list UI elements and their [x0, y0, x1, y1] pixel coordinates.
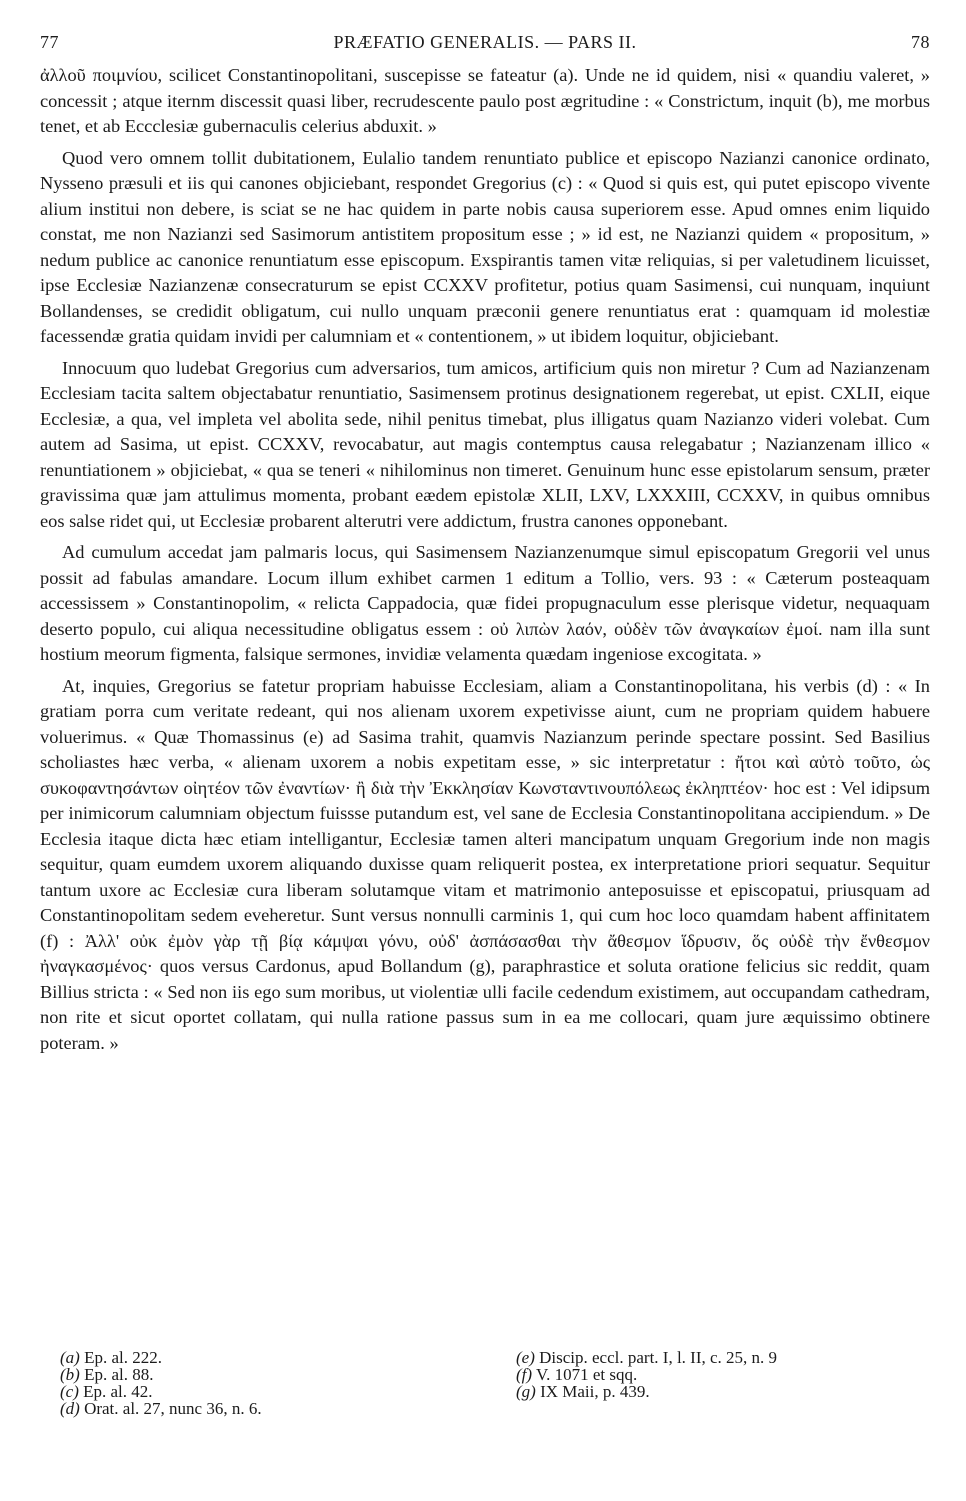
footnote-text: Discip. eccl. part. I, l. II, c. 25, n. 9 — [539, 1348, 778, 1367]
paragraph: Quod vero omnem tollit dubitationem, Eulalio tandem renuntiato publice et episcopo Nazianzi canonice ordinato, Nysseno præsuli et iis qui canones objiciebant, respondet Gregorius (c) : « Quod si quis est, qui putet episcopo vivente alium institui non debere, is sciat se ne hac quidem in parte nobis causa superiorem esse. Apud omnes enim liquido constat, me non Nazianzi sed Sasimorum antistitem propositum esse ; » id est, ne Nazianzi quidem « propositum, » nedum publice ac canonice renuntiatum esse episcopum. Exspirantis tamen vitæ reliquias, si per valetudinem licuisset, ipse Ecclesiæ Nazianzenæ consecraturum se epist CCXXV profitetur, potius quam Sasimensi, cui nunquam, inquiunt Bollandenses, se credidit obligatum, cui nullo unquam præconii genere renuntiatus erat : quamquam id molestiæ facessendæ gratia quidam invidi per calumniam et « contentionem, » ut ibidem loquitur, objiciebant. — [40, 147, 930, 346]
footnote — [516, 1383, 936, 1400]
paragraph: Ad cumulum accedat jam palmaris locus, qui Sasimensem Nazianzenumque simul episcopatum Gregorii vel unus possit ad fabulas amandare. Locum illum exhibet carmen 1 editum a Tollio, vers. 93 : « Cæterum posteaquam accessissem » Constantinopolim, « relicta Cappadocia, quæ fidei propugnaculum esse plerisque videtur, nequaquam deserto populo, cui aliqua necessitudine obligatus essem : οὐ λιπὼν λαόν, οὐδὲν τῶν ἀναγκαίων ἐμοί. nam illa sunt hostium meorum figmenta, falsique sermones, invidiæ velamenta quædam ingeniose excogitata. » — [40, 542, 930, 664]
footnote-text: Ep. al. 42. — [83, 1382, 153, 1401]
paragraph: At, inquies, Gregorius se fatetur propriam habuisse Ecclesiam, aliam a Constantinopolitana, his verbis (d) : « In gratiam porra cum veritate redeant, qui nos alienam uxorem expetivisse aiunt, cum ne propriam quidem habuere voluerimus. « Quæ Thomassinus (e) ad Sasima trahit, quamvis Nazianzum perinde spectare possint. Sed Basilius scholiastes hæc verba, « alienam uxorem a nobis expetitam esse, » sic interpretatur : ἤτοι καὶ αὐτὸ τοῦτο, ὡς συκοφαντησάντων οἰητέον τῶν ἐναντίων· ἢ διὰ τὴν Ἐκκλησίαν Κωνσταντινουπόλεως ἐκληπτέον· hoc est : Vel idipsum per inimicorum calumniam objectum fuissse putandum est, vel sane de Ecclesia Constantinopolitana accipiendum. » De Ecclesia itaque dicta hæc etiam intelligantur, Ecclesiæ tamen alteri mancipatum unquam Gregorium inde non magis sequitur, quam eumdem uxorem aliquando duxisse quam reliquerit postea, ex interpretatione priori sequatur. Sequitur tantum uxore ac Ecclesiæ cura liberam solutamque vitam et matrimonio anteposuisse et episcopatui, priusquam ad Constantinopolitam sedem eveheretur. Sunt versus nonnulli carminis 1, qui cum hoc loco quamdam habent affinitatem (f) : Ἀλλ' οὐκ ἐμὸν γὰρ τῇ βίᾳ κάμψαι γόνυ, οὐδ' ἀσπάσασθαι τὴν ἄθεσμον ἵδρυσιν, ὅς οὐδὲ τὴν ἔνθεσμον ἠναγκασμένος· quos versus Cardonus, apud Bollandum (g), paraphrastice et soluta oratione felicius sic reddit, quam Billius stricta : « Sed non iis ego sum moribus, ut violentiæ ulli facile cedendum existimem, aut occupandam cathedram, non rite et sicut oportet collatam, qui nulla ratione passus sum in ea me collocari, quam jure æquissimo obtinere poteram. » — [40, 675, 930, 1053]
running-header — [40, 32, 930, 62]
footnote — [60, 1366, 460, 1383]
running-title: PRÆFATIO GENERALIS. — PARS II. — [333, 32, 637, 52]
page-number-left: 77 — [40, 32, 59, 52]
footnotes — [60, 1349, 920, 1429]
footnote-label: (c) — [60, 1382, 79, 1401]
footnote-label: (d) — [60, 1399, 80, 1418]
paragraph: ἀλλοῦ ποιμνίου, scilicet Constantinopolitani, suscepisse se fateatur (a). Unde ne id quidem, nisi « quandiu valeret, » concessit ; atque iternm discessit quasi liber, recrudescente paulo post ægritudine : « Constrictum, inquit (b), me morbus tenet, et ab Eccclesiæ gubernaculis celerius abduxit. » — [40, 65, 930, 136]
footnote-label: (a) — [60, 1348, 80, 1367]
footnote — [516, 1366, 936, 1383]
footnote-label: (f) — [516, 1365, 533, 1384]
footnote-text: Ep. al. 88. — [84, 1365, 154, 1384]
footnotes-left-column — [60, 1349, 460, 1417]
footnote — [516, 1349, 936, 1366]
body-text — [40, 63, 930, 1062]
footnote-text: Orat. al. 27, nunc 36, n. 6. — [84, 1399, 262, 1418]
footnote — [60, 1349, 460, 1366]
footnote-label: (g) — [516, 1382, 536, 1401]
footnotes-right-column — [516, 1349, 936, 1400]
footnote — [60, 1383, 460, 1400]
page-number-right: 78 — [911, 32, 930, 52]
footnote-label: (e) — [516, 1348, 535, 1367]
footnote-text: V. 1071 et sqq. — [536, 1365, 638, 1384]
footnote — [60, 1400, 460, 1417]
paragraph: Innocuum quo ludebat Gregorius cum adversarios, tum amicos, artificium quis non miretur ? Cum ad Nazianzenam Ecclesiam tacita saltem objectabatur renuntiatio, Sasimensem protinus designationem regerebat, ut epist. CXLII, eique Ecclesiæ, a qua, vel impleta vel abolita sede, nihil penitus timebat, plus illigatus quam Nazianzo videri volebat. Cum autem ad Sasima, ut epist. CCXXV, revocabatur, aut magis contemptus causa relegabatur ; Nazianzenam illico « renuntiationem » objiciebat, « qua se teneri « nihilominus non timeret. Genuinum hunc esse epistolarum sensum, præter gravissima quæ jam attulimus momenta, probant eædem epistolæ XLII, LXV, LXXXIII, CCXXV, in quibus omnibus eos salse ridet qui, ut Ecclesiæ probarent alterutri vere addictum, frustra canones opponebant. — [40, 357, 930, 531]
footnote-text: Ep. al. 222. — [84, 1348, 162, 1367]
footnote-text: IX Maii, p. 439. — [540, 1382, 650, 1401]
footnote-label: (b) — [60, 1365, 80, 1384]
